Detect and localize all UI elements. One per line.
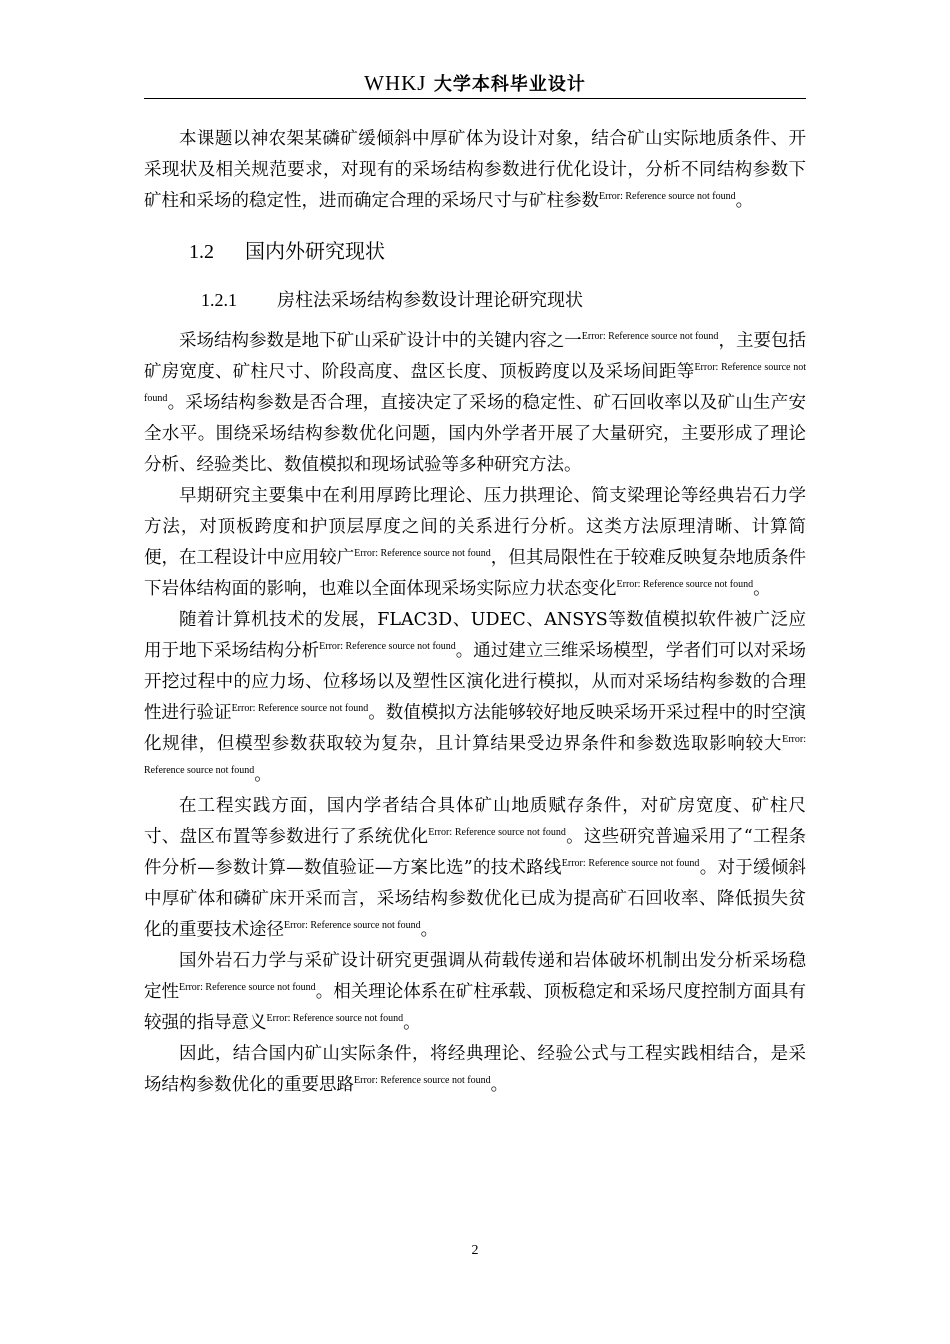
citation: Error: Reference source not found [428,827,566,839]
paragraph-3: 随着计算机技术的发展，FLAC3D、UDEC、ANSYS等数值模拟软件被广泛应用于地下采场结构分析$^{Error: Reference source not found}$。通过建立三维采场模型，学者们可以对采场开挖过程中的应力场、位移场以及塑性区演化进行模拟，从而对采场结构参数的合理性进行验证$^{Error: Reference source not found}$。数值模拟方法能够较好地反映采场开采过程中的时空演化规律，但模型参数获取较为复杂，且计算结果受边界条件和参数选取影响较大$^{Error: Reference source not found}$。 [144,610,807,785]
section-title: 国内外研究现状 [245,239,385,263]
header-latin: WHKJ [364,71,427,95]
citation: Error: Reference source not found [354,548,491,560]
citation: Error: Reference source not found [179,982,316,994]
citation: Error: Reference source not found [266,1013,404,1025]
document-body [144,124,806,1101]
citation: Error: Reference source not found [319,641,456,653]
header-title: 大学本科毕业设计 [433,74,586,95]
paragraph-4: 在工程实践方面，国内学者结合具体矿山地质赋存条件，对矿房宽度、矿柱尺寸、盘区布置等参数进行了系统优化$^{Error: Reference source not found}$。这些研究普遍采用了“工程条件分析—参数计算—数值验证—方案比选”的技术路线$^{Error: Reference source not found}$。对于缓倾斜中厚矿体和磷矿床开采而言，采场结构参数优化已成为提高矿石回收率、降低损失贫化的重要技术途径$^{Error: Reference source not found}$。 [144,796,807,940]
citation: Error: Reference source not found [599,191,736,203]
paragraph-6: 因此，结合国内矿山实际条件，将经典理论、经验公式与工程实践相结合，是采场结构参数优化的重要思路$^{Error: Reference source not found}$。 [144,1044,806,1095]
citation: Error: Reference source not found [144,362,806,405]
citation: Error: Reference source not found [616,579,754,591]
paragraph-1: 采场结构参数是地下矿山采矿设计中的关键内容之一$^{Error: Reference source not found}$，主要包括矿房宽度、矿柱尺寸、阶段高度、盘区长度、顶板跨度以及采场间距等$^{Error: Reference source not found}$。采场结构参数是否合理，直接决定了采场的稳定性、矿石回收率以及矿山生产安全水平。围绕采场结构参数优化问题，国内外学者开展了大量研究，主要形成了理论分析、经验类比、数值模拟和现场试验等多种研究方法。 [144,331,806,475]
paragraph-5: 国外岩石力学与采矿设计研究更强调从荷载传递和岩体破坏机制出发分析采场稳定性$^{Error: Reference source not found}$。相关理论体系在矿柱承载、顶板稳定和采场尺度控制方面具有较强的指导意义$^{Error: Reference source not found}$。 [144,951,807,1033]
subsection-number: 1.2.1 [201,290,237,310]
citation: Error: Reference source not found [581,331,719,343]
citation: Error: Reference source not found [561,858,700,870]
header-rule [144,98,806,99]
subsection-heading [201,286,806,312]
section-heading [189,235,806,264]
section-number: 1.2 [189,241,214,263]
subsection-title: 房柱法采场结构参数设计理论研究现状 [277,290,583,311]
paragraph-2: 早期研究主要集中在利用厚跨比理论、压力拱理论、简支梁理论等经典岩石力学方法，对顶板跨度和护顶层厚度之间的关系进行分析。这类方法原理清晰、计算简便，在工程设计中应用较广$^{Error: Reference source not found}$，但其局限性在于较难反映复杂地质条件下岩体结构面的影响，也难以全面体现采场实际应力状态变化$^{Error: Reference source not found}$。 [144,486,807,599]
page-number: 2 [471,1243,479,1258]
citation: Error: Reference source not found [144,734,806,777]
page-header [144,70,806,96]
citation: Error: Reference source not found [284,920,421,932]
citation: Error: Reference source not found [231,703,369,715]
intro-paragraph: 本课题以神农架某磷矿缓倾斜中厚矿体为设计对象，结合矿山实际地质条件、开采现状及相关规范要求，对现有的采场结构参数进行优化设计，分析不同结构参数下矿柱和采场的稳定性，进而确定合理的采场尺寸与矿柱参数$^{Error: Reference source not found}$。 [144,129,806,211]
citation: Error: Reference source not found [354,1075,491,1087]
